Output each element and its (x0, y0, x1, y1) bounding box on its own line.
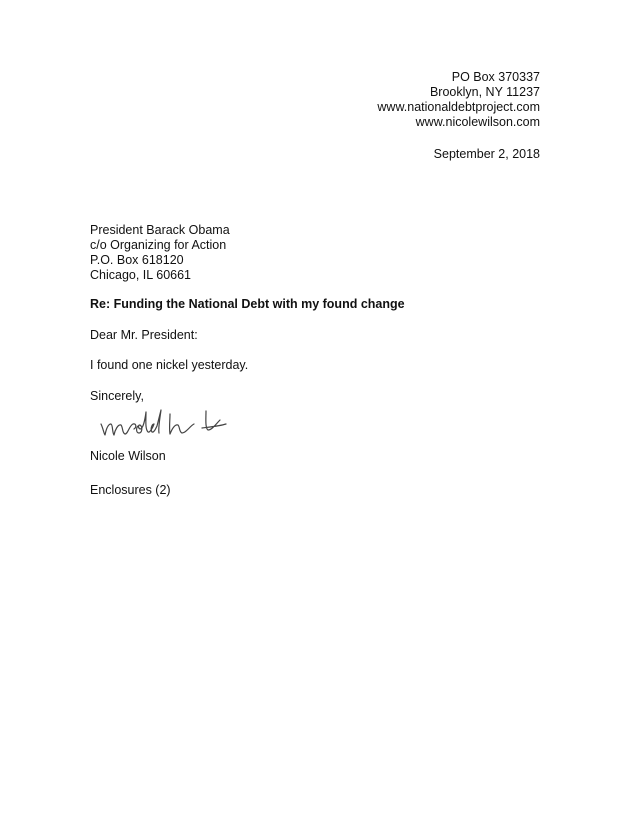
recipient-city-state-zip: Chicago, IL 60661 (90, 268, 192, 282)
sender-address-block (377, 70, 540, 130)
signer-name: Nicole Wilson (90, 449, 166, 463)
sender-po-box: PO Box 370337 (451, 70, 540, 84)
recipient-care-of: c/o Organizing for Action (90, 238, 227, 252)
recipient-name: President Barack Obama (90, 223, 230, 237)
handwritten-signature-icon (98, 402, 238, 442)
letter-body: I found one nickel yesterday. (90, 358, 249, 372)
recipient-po-box: P.O. Box 618120 (90, 253, 184, 267)
sender-website-2: www.nicolewilson.com (415, 115, 540, 129)
enclosures-note: Enclosures (2) (90, 483, 171, 497)
sender-website-1: www.nationaldebtproject.com (377, 100, 540, 114)
subject-line: Re: Funding the National Debt with my found change (90, 297, 405, 311)
salutation: Dear Mr. President: (90, 328, 198, 342)
letter-date: September 2, 2018 (433, 147, 540, 161)
sender-city-state-zip: Brooklyn, NY 11237 (429, 85, 540, 99)
closing: Sincerely, (90, 389, 144, 403)
recipient-address-block (90, 223, 230, 283)
